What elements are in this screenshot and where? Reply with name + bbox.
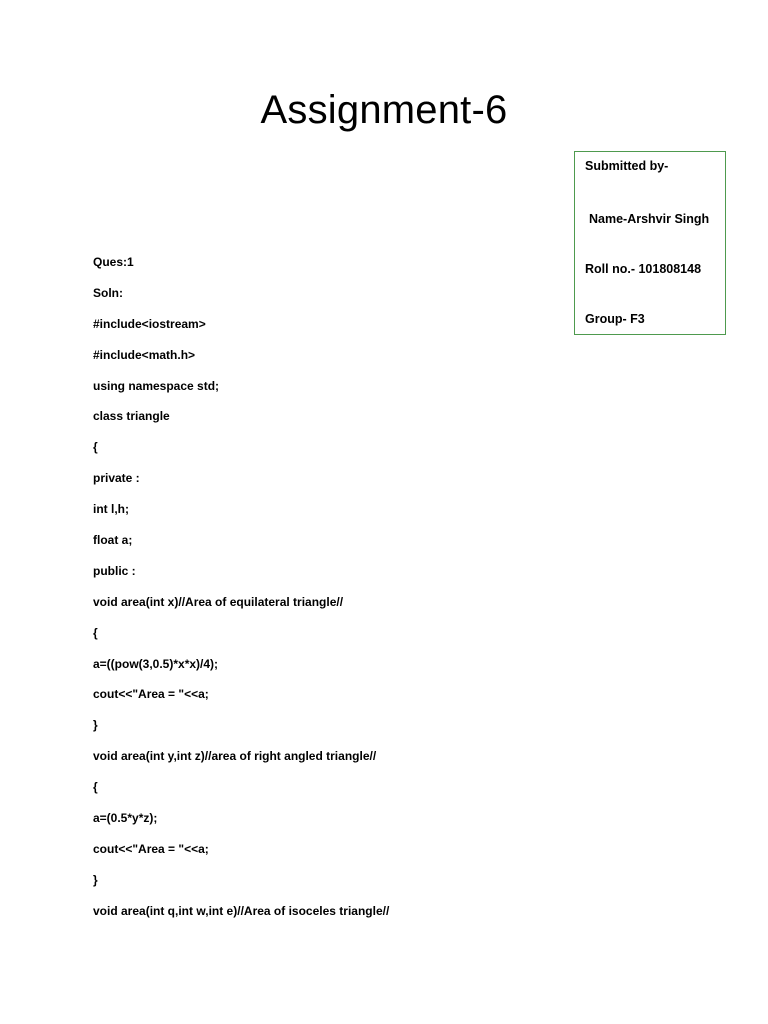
submission-info-box [574,151,726,335]
code-line: } [93,718,98,733]
document-title: Assignment-6 [260,88,508,132]
code-line: using namespace std; [93,378,220,393]
solution-label: Soln: [93,285,123,300]
code-line: { [93,440,98,455]
code-line: #include<iostream> [93,316,206,331]
code-line: cout<<"Area = "<<a; [93,687,209,702]
code-line: void area(int y,int z)//area of right angled triangle// [93,749,377,764]
code-line: public : [93,563,136,578]
roll-number: Roll no.- 101808148 [585,262,702,276]
code-line: class triangle [93,409,170,424]
student-name: Name-Arshvir Singh [589,212,710,226]
code-line: float a; [93,533,133,548]
code-line: #include<math.h> [93,347,196,362]
question-label: Ques:1 [93,255,134,269]
code-line: a=(0.5*y*z); [93,811,158,826]
solution-code-listing [93,254,389,934]
code-line: a=((pow(3,0.5)*x*x)/4); [93,656,219,671]
code-line: int l,h; [93,502,129,517]
submitted-by-label: Submitted by- [585,159,669,173]
code-line: { [93,625,98,640]
code-line: private : [93,471,140,486]
code-line: void area(int q,int w,int e)//Area of isoceles triangle// [93,903,390,918]
code-line: } [93,872,98,887]
code-line: void area(int x)//Area of equilateral triangle// [93,594,344,609]
group: Group- F3 [585,312,645,326]
code-line: cout<<"Area = "<<a; [93,841,209,856]
code-line: { [93,780,98,795]
